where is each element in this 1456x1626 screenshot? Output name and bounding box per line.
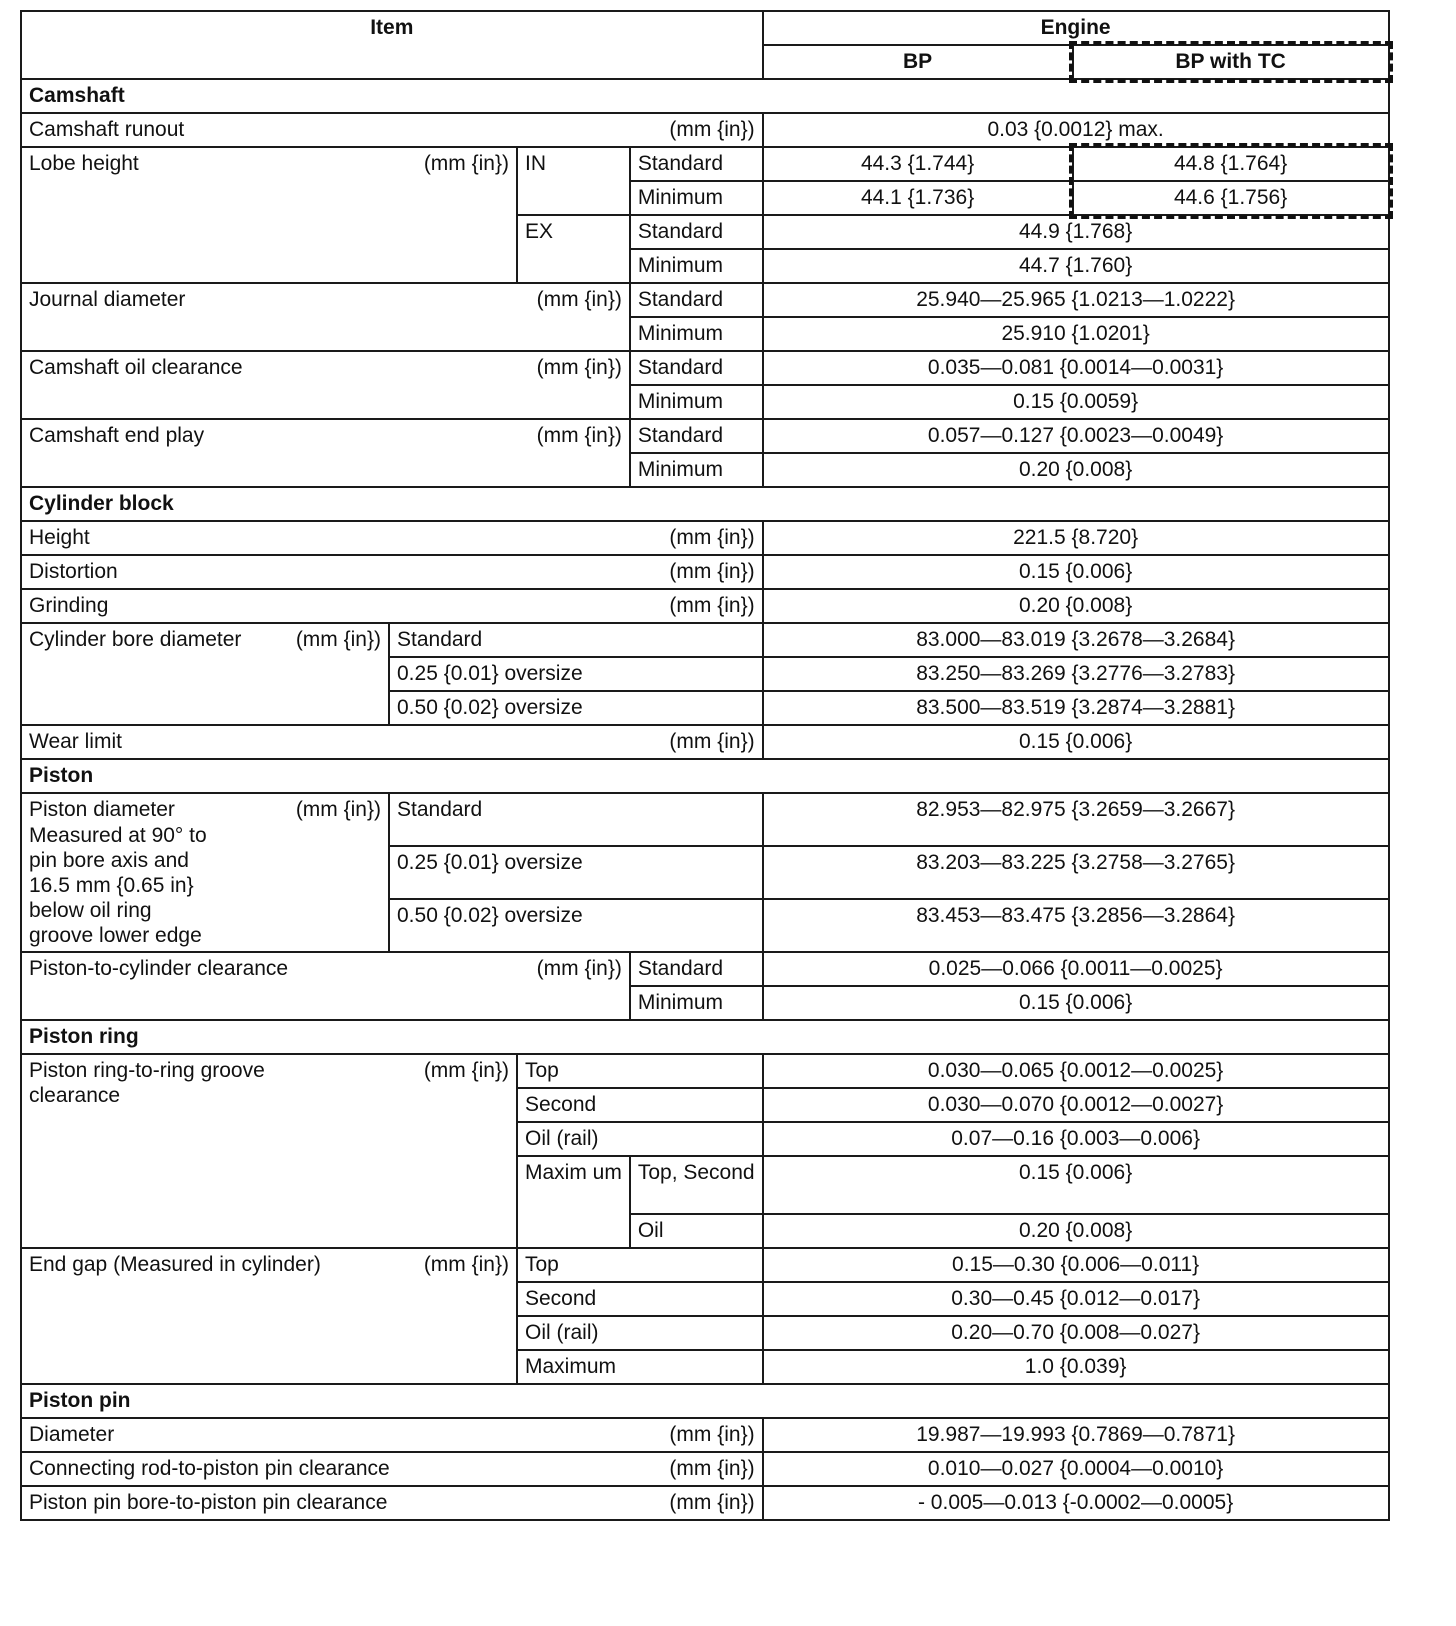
lobe-ex-std: 44.9 {1.768} [763,215,1389,249]
journal-min: 25.910 {1.0201} [763,317,1389,351]
ring-top: 0.030—0.065 {0.0012—0.0025} [763,1054,1389,1088]
rod-clearance-label: Connecting rod-to-piston pin clearance (mm {in}) [21,1452,763,1486]
spec-sheet [20,10,1390,1521]
section-cylinder-block: Cylinder block [21,487,1389,521]
piston-clearance-std-label: Standard [630,952,763,986]
gap-oil: 0.20—0.70 {0.008—0.027} [763,1316,1389,1350]
piston-std: 82.953—82.975 {3.2659—3.2667} [763,793,1389,846]
distortion-label: Distortion (mm {in}) [21,555,763,589]
section-row [21,79,1389,113]
rod-clearance-value: 0.010—0.027 {0.0004—0.0010} [763,1452,1389,1486]
section-piston-ring: Piston ring [21,1020,1389,1054]
spec-table [20,10,1390,1521]
table-row [21,1418,1389,1452]
ring-oil-label: Oil (rail) [517,1122,763,1156]
journal-std-label: Standard [630,283,763,317]
ring-top-label: Top [517,1054,763,1088]
section-row [21,487,1389,521]
block-height-label: Height (mm {in}) [21,521,763,555]
table-row [21,521,1389,555]
table-row [21,147,1389,181]
table-row [21,351,1389,385]
gap-top: 0.15—0.30 {0.006—0.011} [763,1248,1389,1282]
journal-std: 25.940—25.965 {1.0213—1.0222} [763,283,1389,317]
end-play-std: 0.057—0.127 {0.0023—0.0049} [763,419,1389,453]
lobe-in-std-label: Standard [630,147,763,181]
ring-max-top-second: 0.15 {0.006} [763,1156,1389,1214]
gap-max-label: Maximum [517,1350,763,1384]
section-row [21,1384,1389,1418]
journal-min-label: Minimum [630,317,763,351]
camshaft-runout-value: 0.03 {0.0012} max. [763,113,1389,147]
section-piston: Piston [21,759,1389,793]
lobe-ex-label: EX [517,215,630,283]
piston-clearance-label: Piston-to-cylinder clearance (mm {in}) [21,952,630,1020]
section-camshaft: Camshaft [21,79,1389,113]
grinding-label: Grinding (mm {in}) [21,589,763,623]
cam-oil-min-label: Minimum [630,385,763,419]
table-row [21,419,1389,453]
table-row [21,113,1389,147]
header-engine: Engine [763,11,1389,45]
table-row [21,1452,1389,1486]
grinding-value: 0.20 {0.008} [763,589,1389,623]
piston-clearance-min-label: Minimum [630,986,763,1020]
lobe-in-min-label: Minimum [630,181,763,215]
gap-oil-label: Oil (rail) [517,1316,763,1350]
gap-max: 1.0 {0.039} [763,1350,1389,1384]
table-row [21,1054,1389,1088]
bore-std: 83.000—83.019 {3.2678—3.2684} [763,623,1389,657]
cam-oil-label: Camshaft oil clearance (mm {in}) [21,351,630,419]
header-row [21,11,1389,45]
header-bp-tc: BP with TC [1073,45,1389,79]
table-row [21,555,1389,589]
lobe-in-min-tc: 44.6 {1.756} [1073,181,1389,215]
table-row [21,623,1389,657]
ring-second: 0.030—0.070 {0.0012—0.0027} [763,1088,1389,1122]
pin-diameter-value: 19.987—19.993 {0.7869—0.7871} [763,1418,1389,1452]
piston-diameter-label: Piston diameter (mm {in}) Measured at 90° to pin bore axis and 16.5 mm {0.65 in} below oil ring groove lower edge [21,793,389,952]
end-play-min-label: Minimum [630,453,763,487]
lobe-ex-min: 44.7 {1.760} [763,249,1389,283]
journal-label: Journal diameter (mm {in}) [21,283,630,351]
header-bp: BP [763,45,1073,79]
gap-top-label: Top [517,1248,763,1282]
gap-second-label: Second [517,1282,763,1316]
block-height-value: 221.5 {8.720} [763,521,1389,555]
cam-oil-std: 0.035—0.081 {0.0014—0.0031} [763,351,1389,385]
section-row [21,1020,1389,1054]
bore-os25-label: 0.25 {0.01} oversize [389,657,763,691]
lobe-height-label: Lobe height (mm {in}) [21,147,517,283]
table-row [21,793,1389,846]
bore-clearance-value: - 0.005—0.013 {-0.0002—0.0005} [763,1486,1389,1520]
ring-max-oil-label: Oil [630,1214,763,1248]
section-row [21,759,1389,793]
bore-os50-label: 0.50 {0.02} oversize [389,691,763,725]
lobe-in-std-tc: 44.8 {1.764} [1073,147,1389,181]
wear-limit-label: Wear limit (mm {in}) [21,725,763,759]
ring-max-oil: 0.20 {0.008} [763,1214,1389,1248]
table-row [21,589,1389,623]
cam-oil-min: 0.15 {0.0059} [763,385,1389,419]
bore-os50: 83.500—83.519 {3.2874—3.2881} [763,691,1389,725]
table-row [21,952,1389,986]
lobe-in-label: IN [517,147,630,215]
end-gap-label: End gap (Measured in cylinder) (mm {in}) [21,1248,517,1384]
bore-clearance-label: Piston pin bore-to-piston pin clearance (mm {in}) [21,1486,763,1520]
piston-os25: 83.203—83.225 {3.2758—3.2765} [763,846,1389,899]
ring-second-label: Second [517,1088,763,1122]
piston-os25-label: 0.25 {0.01} oversize [389,846,763,899]
bore-label: Cylinder bore diameter (mm {in}) [21,623,389,725]
piston-os50: 83.453—83.475 {3.2856—3.2864} [763,899,1389,952]
table-row [21,1486,1389,1520]
bore-std-label: Standard [389,623,763,657]
piston-std-label: Standard [389,793,763,846]
lobe-in-std-bp: 44.3 {1.744} [763,147,1073,181]
cam-oil-std-label: Standard [630,351,763,385]
piston-clearance-min: 0.15 {0.006} [763,986,1389,1020]
lobe-ex-min-label: Minimum [630,249,763,283]
piston-diameter-note: Measured at 90° to pin bore axis and 16.5 mm {0.65 in} below oil ring groove lower edge [29,824,207,947]
table-row [21,283,1389,317]
ring-top-second-label: Top, Second [630,1156,763,1214]
end-play-std-label: Standard [630,419,763,453]
piston-os50-label: 0.50 {0.02} oversize [389,899,763,952]
table-row [21,1248,1389,1282]
pin-diameter-label: Diameter (mm {in}) [21,1418,763,1452]
bore-os25: 83.250—83.269 {3.2776—3.2783} [763,657,1389,691]
gap-second: 0.30—0.45 {0.012—0.017} [763,1282,1389,1316]
section-piston-pin: Piston pin [21,1384,1389,1418]
end-play-min: 0.20 {0.008} [763,453,1389,487]
table-row [21,725,1389,759]
wear-limit-value: 0.15 {0.006} [763,725,1389,759]
ring-oil: 0.07—0.16 {0.003—0.006} [763,1122,1389,1156]
camshaft-runout-label: Camshaft runout (mm {in}) [21,113,763,147]
lobe-ex-std-label: Standard [630,215,763,249]
ring-maximum-label: Maxim um [517,1156,630,1248]
piston-clearance-std: 0.025—0.066 {0.0011—0.0025} [763,952,1389,986]
ring-groove-label: Piston ring-to-ring groove clearance (mm {in}) [21,1054,517,1248]
end-play-label: Camshaft end play (mm {in}) [21,419,630,487]
header-item: Item [21,11,763,79]
lobe-in-min-bp: 44.1 {1.736} [763,181,1073,215]
distortion-value: 0.15 {0.006} [763,555,1389,589]
